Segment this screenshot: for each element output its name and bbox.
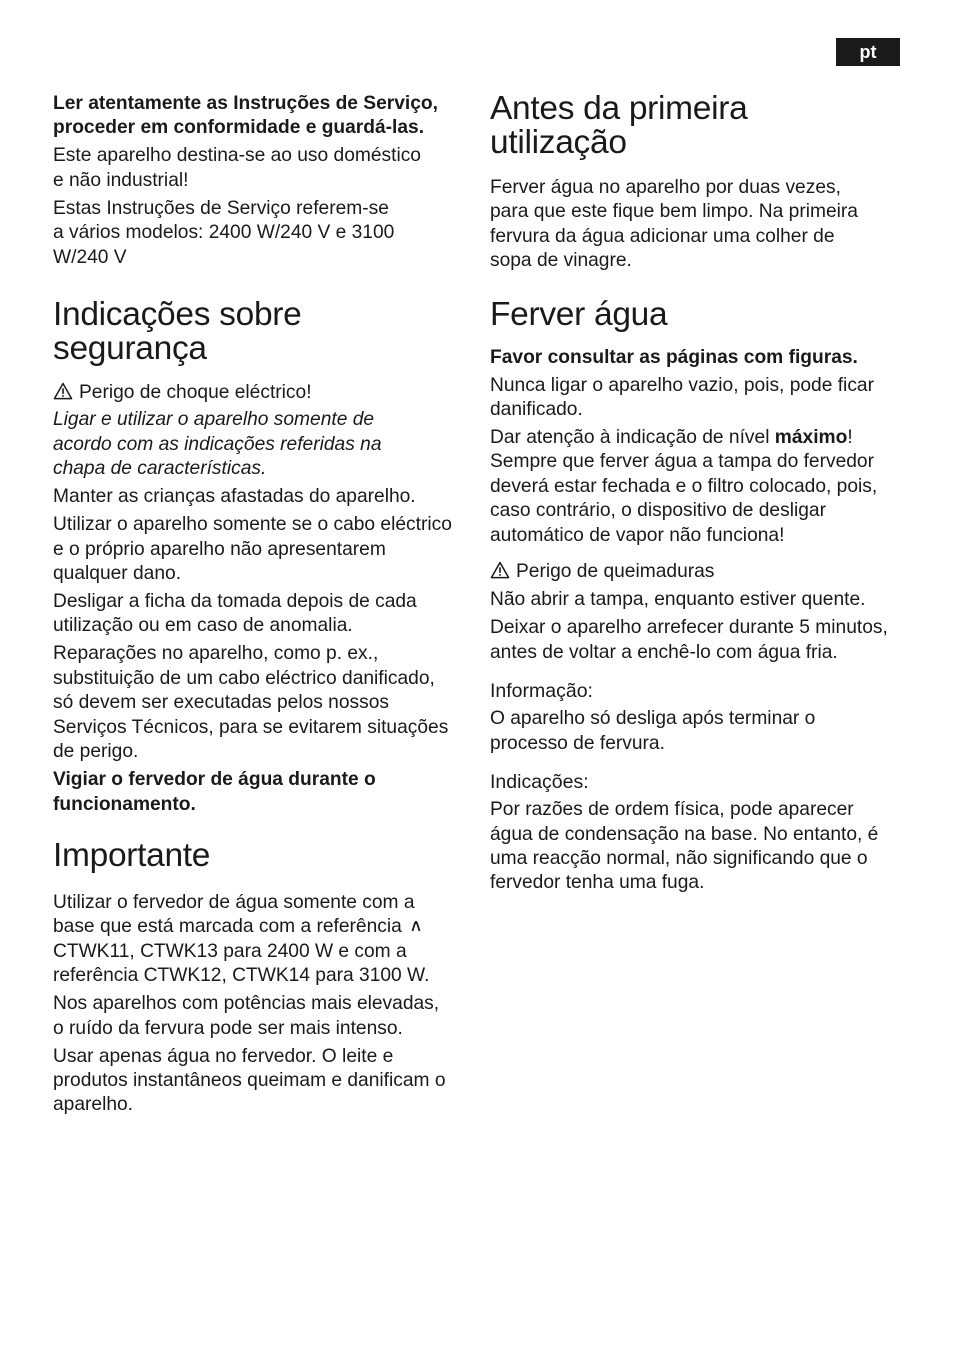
- safety-children: Manter as crianças afastadas do aparelho.: [53, 486, 416, 508]
- before-first-use-text: Ferver água no aparelho por duas vezes, para que este fique bem limpo. Na primeira fervura da água adicionar uma colher de sopa de vinagre.: [490, 177, 858, 272]
- safety-unplug: Desligar a ficha da tomada depois de cada utilização ou em caso de anomalia.: [53, 591, 417, 637]
- safety-repairs: Reparações no aparelho, como p. ex., substituição de um cabo eléctrico danificado, só devem ser executadas pelos nossos Serviços Técnicos, para se evitarem situações de perigo.: [53, 643, 449, 763]
- safety-warning-text: Perigo de choque eléctrico!: [79, 382, 312, 404]
- boil-water-lid-closed: Sempre que ferver água a tampa do fervedor deverá estar fechada e o filtro colocado, pois, caso contrário, o dispositivo de desligar automático de vapor não funciona!: [490, 451, 878, 546]
- safety-rating-plate: Ligar e utilizar o aparelho somente de acordo com as indicações referidas na chapa de características.: [53, 409, 382, 480]
- boil-water-hot-lid: Não abrir a tampa, enquanto estiver quente.: [490, 589, 866, 611]
- important-base-reference: [53, 891, 453, 989]
- burn-warning: [490, 560, 900, 584]
- notes-text: Por razões de ordem física, pode aparecer água de condensação na base. No entanto, é uma reacção normal, não significando que o fervedor tenha uma fuga.: [490, 799, 879, 894]
- notes-title: Indicações:: [490, 771, 589, 794]
- important-water-only: Usar apenas água no fervedor. O leite e produtos instantâneos queimam e danificam o aparelho.: [53, 1045, 446, 1116]
- intro-bold-instruction: Ler atentamente as Instruções de Serviço, proceder em conformidade e guardá-las.: [53, 93, 438, 139]
- boil-water-title: Ferver água: [490, 295, 668, 333]
- safety-supervise: Vigiar o fervedor de água durante o funcionamento.: [53, 769, 376, 815]
- boil-water-cool-down: Deixar o aparelho arrefecer durante 5 minutos, antes de voltar a enchê-lo com água fria.: [490, 617, 888, 663]
- safety-warning: [53, 381, 463, 405]
- warning-triangle-icon: [490, 561, 510, 579]
- max-level-exclaim: !: [847, 427, 853, 449]
- boil-water-max-level: [490, 426, 900, 450]
- warning-triangle-icon: [53, 382, 73, 400]
- information-text: O aparelho só desliga após terminar o processo de fervura.: [490, 708, 816, 754]
- important-title: Importante: [53, 836, 211, 874]
- important-models-text: CTWK11, CTWK13 para 2400 W e com a referência CTWK12, CTWK14 para 3100 W.: [53, 940, 430, 987]
- important-base-text: Utilizar o fervedor de água somente com a base que está marcada com a referência: [53, 891, 415, 938]
- burn-warning-text: Perigo de queimaduras: [516, 561, 715, 583]
- information-title: Informação:: [490, 680, 593, 703]
- important-noise: Nos aparelhos com potências mais elevadas, o ruído da fervura pode ser mais intenso.: [53, 993, 440, 1039]
- intro-models: Estas Instruções de Serviço referem-se a vários modelos: 2400 W/240 V e 3100 W/240 V: [53, 197, 395, 268]
- boil-water-see-figures: Favor consultar as páginas com figuras.: [490, 346, 858, 368]
- base-reference-symbol-icon: [410, 920, 422, 932]
- max-level-text: Dar atenção à indicação de nível: [490, 427, 775, 449]
- language-badge: pt: [836, 38, 900, 66]
- before-first-use-title: Antes da primeira utilização: [490, 90, 748, 161]
- right-column: [490, 92, 900, 896]
- boil-water-never-empty: Nunca ligar o aparelho vazio, pois, pode ficar danificado.: [490, 374, 874, 421]
- safety-cable: Utilizar o aparelho somente se o cabo eléctrico e o próprio aparelho não apresentarem qualquer dano.: [53, 514, 452, 585]
- max-level-emphasis: máximo: [774, 427, 848, 449]
- safety-title: Indicações sobre segurança: [53, 296, 302, 368]
- left-column: [53, 92, 463, 1118]
- intro-domestic-use: Este aparelho destina-se ao uso doméstico e não industrial!: [53, 145, 421, 191]
